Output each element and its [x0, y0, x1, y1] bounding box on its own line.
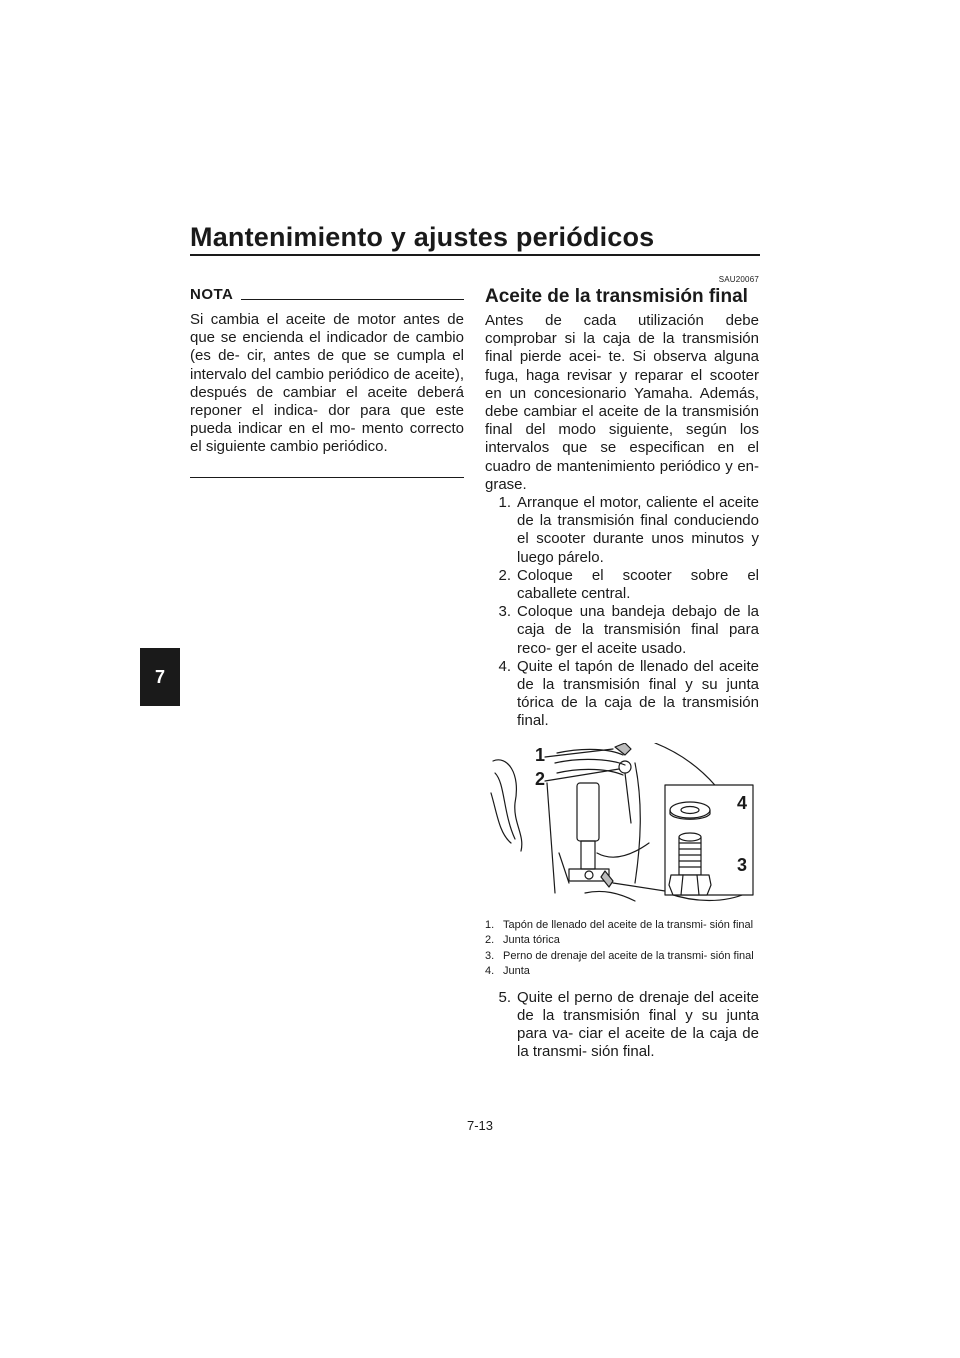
- legend-number: 1.: [485, 918, 495, 931]
- legend-item: [485, 965, 759, 979]
- title-rule: [190, 254, 760, 256]
- legend-number: 4.: [485, 965, 495, 978]
- page-number: 7-13: [466, 1118, 494, 1133]
- step-text: Quite el perno de drenaje del aceite de la transmisión final y su junta para va- ciar el aceite de la caja de la transmi- sión final.: [517, 988, 759, 1061]
- legend-item: [485, 919, 759, 933]
- step-number: 4.: [498, 657, 511, 675]
- right-column: [485, 275, 759, 1061]
- step-text: Arranque el motor, caliente el aceite de la transmisión final conduciendo el scooter durante unos minutos y luego párelo.: [517, 494, 759, 566]
- legend-number: 2.: [485, 934, 495, 947]
- list-item: [485, 567, 759, 603]
- nota-label: NOTA: [190, 286, 234, 303]
- section-intro: Antes de cada utilización debe comprobar si la caja de la transmisión final pierde acei- te. Si observa alguna fuga, haga revisar y reparar el scooter en un concesionario Yamaha. Además, debe cambiar el aceite de la transmisión final del modo siguiente, según los intervalos que se especifican en el cuadro de mantenimiento periódico y en- grase.: [485, 312, 759, 493]
- chapter-tab: 7: [140, 648, 180, 706]
- nota-end-rule: [190, 477, 464, 478]
- list-item: [485, 658, 759, 731]
- step-text: Quite el tapón de llenado del aceite de la transmisión final y su junta tórica de la caja de la transmisión final.: [517, 657, 759, 730]
- nota-text: Si cambia el aceite de motor antes de que se encienda el indicador de cambio (es de- cir, antes de que se cumpla el intervalo del cambio periódico de aceite), después de cambiar el aceite deberá reponer el indica- dor para que este pueda indicar en el mo- mento correcto el siguiente cambio periódico.: [190, 311, 464, 456]
- callout-4: 4: [737, 792, 748, 813]
- steps-list-b: [485, 989, 759, 1062]
- left-column: [190, 283, 464, 478]
- callout-1: 1: [535, 744, 546, 765]
- legend-item: [485, 934, 759, 948]
- step-number: 3.: [498, 603, 511, 621]
- step-number: 5.: [498, 988, 511, 1006]
- list-item: [485, 989, 759, 1062]
- transmission-oil-figure: [485, 743, 759, 911]
- legend-text: Perno de drenaje del aceite de la transmi- sión final: [503, 949, 754, 962]
- legend-text: Junta tórica: [503, 934, 560, 947]
- step-text: Coloque una bandeja debajo de la caja de la transmisión final para reco- ger el aceite usado.: [517, 603, 759, 657]
- legend-text: Tapón de llenado del aceite de la transmi- sión final: [503, 918, 754, 931]
- list-item: [485, 603, 759, 658]
- legend-item: [485, 950, 759, 964]
- section-code: SAU20067: [718, 275, 759, 284]
- step-number: 2.: [498, 566, 511, 584]
- section-title: Aceite de la transmisión final: [485, 286, 748, 307]
- steps-list-a: [485, 494, 759, 731]
- transmission-illustration: [485, 743, 759, 911]
- callout-3: 3: [737, 854, 748, 875]
- step-number: 1.: [498, 494, 511, 512]
- callout-2: 2: [535, 768, 546, 789]
- nota-rule: [241, 299, 464, 300]
- legend-number: 3.: [485, 949, 495, 962]
- legend-text: Junta: [503, 965, 530, 978]
- step-text: Coloque el scooter sobre el caballete central.: [517, 566, 759, 603]
- list-item: [485, 494, 759, 567]
- nota-header: [190, 283, 464, 303]
- page-title: Mantenimiento y ajustes periódicos: [190, 222, 655, 252]
- figure-legend: [485, 919, 759, 979]
